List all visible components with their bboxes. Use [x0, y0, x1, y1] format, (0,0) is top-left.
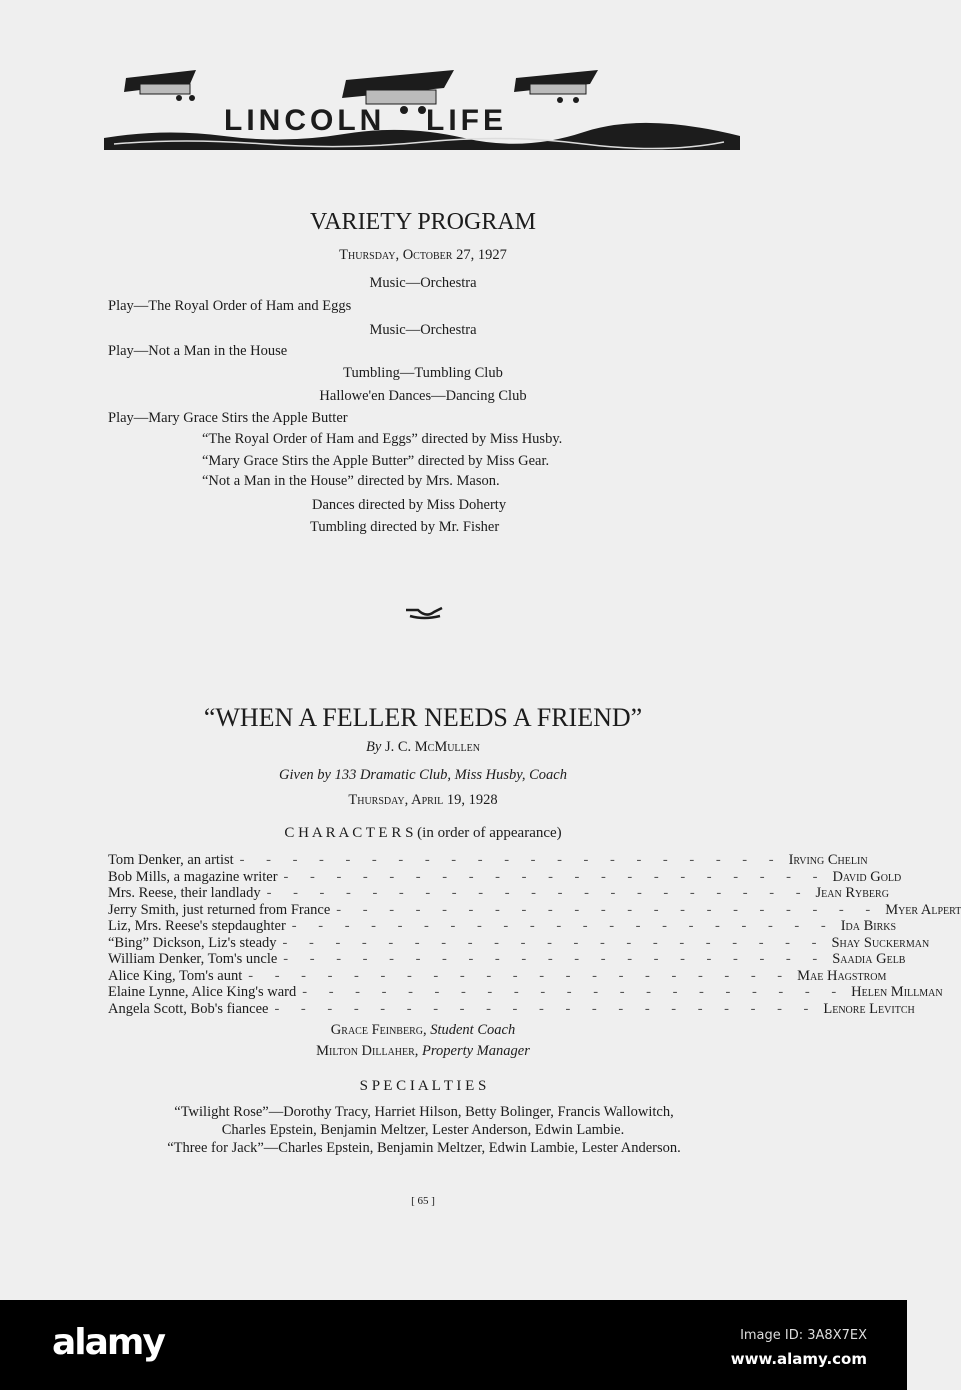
lincoln-life-banner [104, 58, 740, 154]
cast-actor: Ida Birks [840, 918, 897, 934]
cast-actor: Shay Suckerman [831, 934, 930, 951]
variety-title: VARIETY PROGRAM [309, 209, 537, 235]
program-item: Play—Mary Grace Stirs the Apple Butter [108, 410, 348, 426]
cast-actor: Jean Ryberg [815, 885, 889, 901]
play-author: J. C. McMullen [384, 739, 480, 755]
cast-row: Alice King, Tom's aunt - - - - - - - - - - - - - - - - - - - - - Mae Hagstrom [108, 967, 887, 984]
specialties-heading: S P E C I A L T I E S [359, 1078, 487, 1094]
cast-role: Tom Denker, an artist [108, 852, 234, 868]
specialty-line: “Twilight Rose”—Dorothy Tracy, Harriet Hilson, Betty Bolinger, Francis Wallowitch, [174, 1104, 674, 1120]
student-coach-name: Grace Feinberg, [330, 1022, 427, 1038]
cast-actor: David Gold [832, 868, 902, 885]
cast-role: William Denker, Tom's uncle [108, 951, 278, 967]
variety-date: Thursday, October 27, 1927 [339, 247, 507, 263]
cast-role: Alice King, Tom's aunt [108, 967, 243, 984]
program-item: Play—The Royal Order of Ham and Eggs [108, 298, 352, 314]
cast-row: Elaine Lynne, Alice King's ward - - - - - - - - - - - - - - - - - - - - - Helen Millman [108, 984, 943, 1000]
program-item: Play—Not a Man in the House [108, 343, 288, 359]
program-item: Music—Orchestra [369, 322, 477, 338]
ornament-icon [404, 606, 444, 620]
cast-actor: Saadia Gelb [832, 951, 906, 967]
cast-actor: Irving Chelin [788, 852, 868, 868]
watermark-url: www.alamy.com [730, 1350, 867, 1368]
program-item: Music—Orchestra [369, 275, 477, 291]
cast-role: “Bing” Dickson, Liz's steady [108, 934, 277, 951]
cast-row: Tom Denker, an artist - - - - - - - - - - - - - - - - - - - - - Irving Chelin [108, 852, 868, 868]
cast-role: Elaine Lynne, Alice King's ward [108, 984, 297, 1000]
cast-role: Jerry Smith, just returned from France [108, 901, 331, 918]
by-label: By [366, 739, 382, 755]
play-title: “WHEN A FELLER NEEDS A FRIEND” [203, 703, 643, 732]
cast-row: William Denker, Tom's uncle - - - - - - - - - - - - - - - - - - - - - Saadia Gelb [108, 951, 906, 967]
cast-actor: Mae Hagstrom [797, 967, 887, 984]
cast-row: Bob Mills, a magazine writer - - - - - - - - - - - - - - - - - - - - - David Gold [108, 868, 902, 885]
cast-actor: Lenore Levitch [823, 1000, 915, 1017]
alamy-logo: alamy [52, 1322, 164, 1363]
property-manager-name: Milton Dillaher, [316, 1043, 419, 1059]
specialty-line: Charles Epstein, Benjamin Meltzer, Lester Anderson, Edwin Lambie. [221, 1122, 625, 1138]
cast-actor: Helen Millman [851, 984, 943, 1000]
cast-role: Bob Mills, a magazine writer [108, 868, 278, 885]
program-item: Hallowe'en Dances—Dancing Club [319, 388, 527, 404]
cast-row: Angela Scott, Bob's fiancee - - - - - - - - - - - - - - - - - - - - - Lenore Levitch [108, 1000, 915, 1017]
cast-row: “Bing” Dickson, Liz's steady - - - - - - - - - - - - - - - - - - - - - Shay Suckerman [108, 934, 930, 951]
characters-heading: C H A R A C T E R S [284, 825, 414, 841]
watermark-bar [0, 1300, 907, 1390]
student-coach-title: Student Coach [430, 1022, 516, 1038]
cast-role: Liz, Mrs. Reese's stepdaughter [108, 918, 286, 934]
cast-row: Jerry Smith, just returned from France - - - - - - - - - - - - - - - - - - - - - Myer Alpert [108, 901, 961, 918]
program-item: Tumbling—Tumbling Club [343, 365, 503, 381]
airplane-icon [124, 70, 196, 101]
given-by: Given by 133 Dramatic Club, Miss Husby, Coach [279, 767, 567, 783]
cast-row: Liz, Mrs. Reese's stepdaughter - - - - - - - - - - - - - - - - - - - - - Ida Birks [108, 918, 897, 934]
specialty-line: “Three for Jack”—Charles Epstein, Benjamin Meltzer, Edwin Lambie, Lester Anderson. [167, 1140, 681, 1156]
page-number: [ 65 ] [411, 1195, 435, 1207]
banner-title: LINCOLN [224, 104, 386, 137]
svg-text:LIFE: LIFE [426, 104, 507, 137]
credit-line: “Not a Man in the House” directed by Mrs. Mason. [202, 473, 500, 489]
cast-role: Mrs. Reese, their landlady [108, 885, 261, 901]
play-date: Thursday, April 19, 1928 [348, 792, 498, 808]
credit-line: Dances directed by Miss Doherty [312, 497, 507, 513]
airplane-icon [514, 70, 598, 103]
cast-actor: Myer Alpert [885, 901, 961, 918]
credit-line: “Mary Grace Stirs the Apple Butter” directed by Miss Gear. [202, 453, 550, 469]
credit-line: Tumbling directed by Mr. Fisher [310, 519, 500, 535]
cast-row: Mrs. Reese, their landlady - - - - - - - - - - - - - - - - - - - - - Jean Ryberg [108, 885, 889, 901]
credit-line: “The Royal Order of Ham and Eggs” directed by Miss Husby. [202, 431, 563, 447]
cast-role: Angela Scott, Bob's fiancee [108, 1000, 269, 1017]
property-manager-title: Property Manager [422, 1043, 530, 1059]
characters-note: (in order of appearance) [417, 825, 562, 841]
image-id: Image ID: 3A8X7EX [740, 1328, 867, 1343]
